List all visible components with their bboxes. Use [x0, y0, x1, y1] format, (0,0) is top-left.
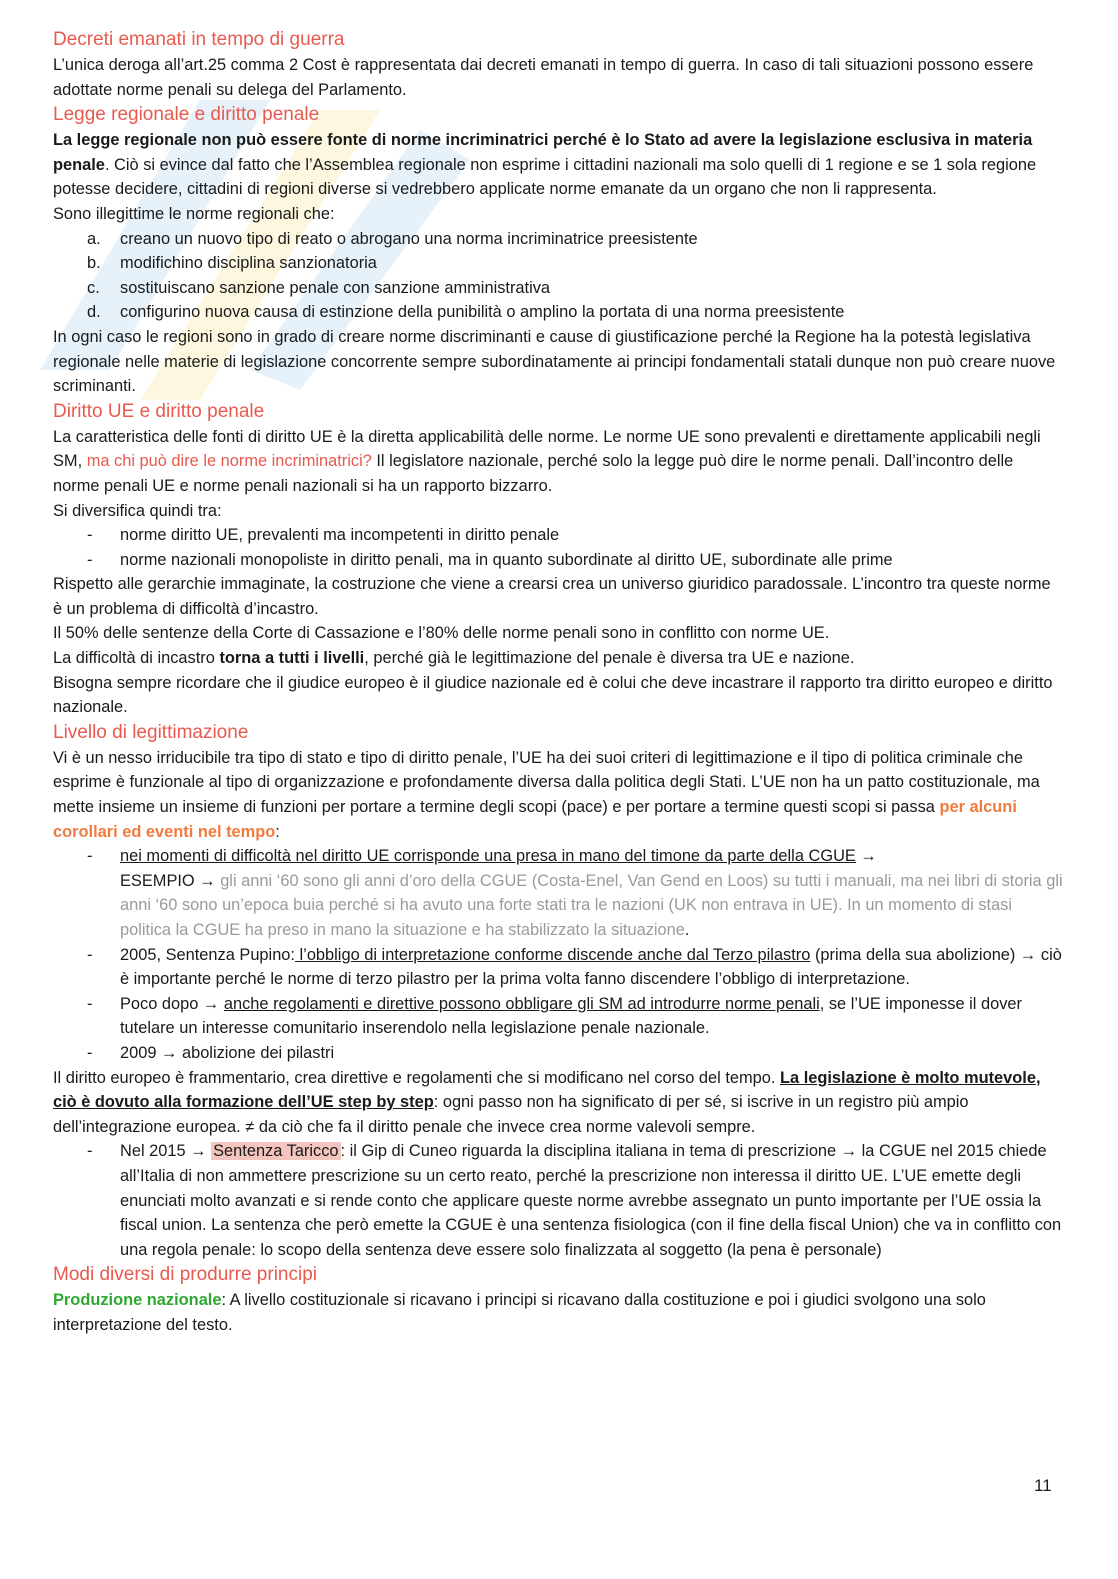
list-item: b. modifichino disciplina sanzionatoria — [87, 254, 377, 273]
paragraph: Si diversifica quindi tra: — [53, 501, 222, 520]
heading-decreti: Decreti emanati in tempo di guerra — [53, 29, 345, 50]
list-item: - Poco dopo → anche regolamenti e direttive possono obbligare gli SM ad introdurre norme penali, se l’UE imponesse il dover tutelare un interesse comunitario inserendolo nella legislazione penale nazionale. — [87, 994, 1022, 1038]
list-item: - norme diritto UE, prevalenti ma incompetenti in diritto penale — [87, 526, 560, 545]
paragraph: La difficoltà di incastro torna a tutti i livelli, perché già le legittimazione del penale è diversa tra UE e nazione. — [53, 649, 855, 668]
paragraph: Vi è un nesso irriducibile tra tipo di stato e tipo di diritto penale, l’UE ha dei suoi criteri di legittimazione e il tipo di politica criminale che esprime è funzionale al tipo di organizzazione e profondamente diversa dalla politica degli Stati. L’UE non ha un patto costituzionale, ma mette insieme un insieme di funzioni per portare a termine degli scopi (pace) e per portare a termine questi scopi si passa per alcuni corollari ed eventi nel tempo: — [53, 748, 1040, 841]
paragraph: Il 50% delle sentenze della Corte di Cassazione e l’80% delle norme penali sono in conflitto con norme UE. — [53, 624, 830, 643]
bold-text: La legge regionale non può essere fonte di norme incriminatrici perché è lo Stato ad avere la legislazione esclusiva in materia penale — [53, 131, 1033, 174]
list-item: d. configurino nuova causa di estinzione della punibilità o amplino la portata di una norma preesistente — [87, 303, 845, 322]
paragraph: Bisogna sempre ricordare che il giudice europeo è il giudice nazionale ed è colui che deve incastrare il rapporto tra diritto europeo e diritto nazionale. — [53, 673, 1053, 717]
document-page — [53, 27, 1063, 1338]
list-item: c. sostituiscano sanzione penale con sanzione amministrativa — [87, 278, 551, 297]
list-item: - Nel 2015 → Sentenza Taricco : il Gip di Cuneo riguarda la disciplina italiana in tema di prescrizione → la CGUE nel 2015 chiede all’Italia di non ammettere prescrizione su un certo reato, perché la prescrizione non interessa il diritto UE. L’UE emette degli enunciati molto avanzati e si rende conto che applicare queste norme avrebbe assegnato un punto importante per l’UE ossia la fiscal union. La sentenza che però emette la CGUE è una sentenza fisiologica (con il fine della fiscal Union) che va in conflitto con una regola penale: lo scopo della sentenza deve essere solo finalizzata al soggetto (la pena è personale) — [87, 1142, 1062, 1259]
paragraph: Sono illegittime le norme regionali che: — [53, 204, 335, 223]
norms-list — [53, 523, 1063, 572]
events-list — [53, 844, 1063, 1065]
heading-diritto-ue: Diritto UE e diritto penale — [53, 400, 265, 422]
paragraph: La legge regionale non può essere fonte di norme incriminatrici perché è lo Stato ad avere la legislazione esclusiva in materia penale. Ciò si evince dal fatto che l’Assemblea regionale non esprime i cittadini nazionali ma solo quelli di 1 regione e se 1 sola regione potesse decidere, cittadini di regioni diverse si vedrebbero applicate norme emanate da un organo che non li rappresenta. — [53, 131, 1037, 199]
heading-livello-legittimazione: Livello di legittimazione — [53, 721, 249, 743]
paragraph: Rispetto alle gerarchie immaginate, la costruzione che viene a crearsi crea un universo giuridico paradossale. L’incontro tra queste norme è un problema di difficoltà d’incastro. — [53, 575, 1051, 618]
list-item: - 2005, Sentenza Pupino: l’obbligo di interpretazione conforme discende anche dal Terzo pilastro (prima della sua abolizione) → ciò è importante perché le norme di terzo pilastro per la prima volta fanno discendere l’obbligo di interpretazione. — [87, 945, 1062, 989]
taricco-list — [53, 1139, 1063, 1262]
list-item: - norme nazionali monopoliste in diritto penali, ma in quanto subordinate al diritto UE, subordinate alle prime — [87, 550, 893, 569]
heading-modi-diversi: Modi diversi di produrre principi — [53, 1264, 317, 1286]
list-item: - nei momenti di difficoltà nel diritto UE corrisponde una presa in mano del timone da parte della CGUE → ESEMPIO → gli anni ‘60 sono gli anni d’oro della CGUE (Costa-Enel, Van Gend en Loos) su tutti i manuali, ma nei libri di storia gli anni ‘60 sono un’epoca buia perché si ha avuto una forte stati tra le nazioni (UK non entrava in UE). In un momento di stasi politica la CGUE ha preso in mano la situazione e ha stabilizzato la situazione. — [87, 847, 1063, 939]
page-number: 11 — [1034, 1476, 1052, 1495]
illegitimate-norms-list — [53, 227, 1063, 325]
paragraph: La caratteristica delle fonti di diritto UE è la diretta applicabilità delle norme. Le norme UE sono prevalenti e direttamente applicabili negli SM, ma chi può dire le norme incriminatrici? Il legislatore nazionale, perché solo la legge può dire le norme penali. Dall’incontro delle norme penali UE e norme penali nazionali si ha un rapporto bizzarro. — [53, 427, 1041, 495]
list-item: - 2009 → abolizione dei pilastri — [87, 1043, 335, 1062]
heading-legge-regionale: Legge regionale e diritto penale — [53, 104, 320, 126]
paragraph: Produzione nazionale: A livello costituzionale si ricavano i principi si ricavano dalla costituzione e poi i giudici svolgono una solo interpretazione del testo. — [53, 1291, 986, 1334]
paragraph: In ogni caso le regioni sono in grado di creare norme discriminanti e cause di giustificazione perché la Regione ha la potestà legislativa regionale nelle materie di legislazione concorrente sempre subordinatamente ai principi fondamentali statali dunque non può creare nuove scriminanti. — [53, 327, 1056, 396]
paragraph: L’unica deroga all’art.25 comma 2 Cost è rappresentata dai decreti emanati in tempo di guerra. In caso di tali situazioni possono essere adottate norme penali su delega del Parlamento. — [53, 56, 1034, 99]
highlighted-text: Sentenza Taricco — [213, 1142, 339, 1161]
list-item: a. creano un nuovo tipo di reato o abrogano una norma incriminatrice preesistente — [87, 229, 698, 248]
paragraph: Il diritto europeo è frammentario, crea direttive e regolamenti che si modificano nel corso del tempo. La legislazione è molto mutevole, ciò è dovuto alla formazione dell’UE step by step: ogni passo non ha significato di per sé, si iscrive in un registro più ampio dell’integrazione europea. ≠ da ciò che fa il diritto penale che invece crea norme valevoli sempre. — [53, 1068, 1041, 1136]
